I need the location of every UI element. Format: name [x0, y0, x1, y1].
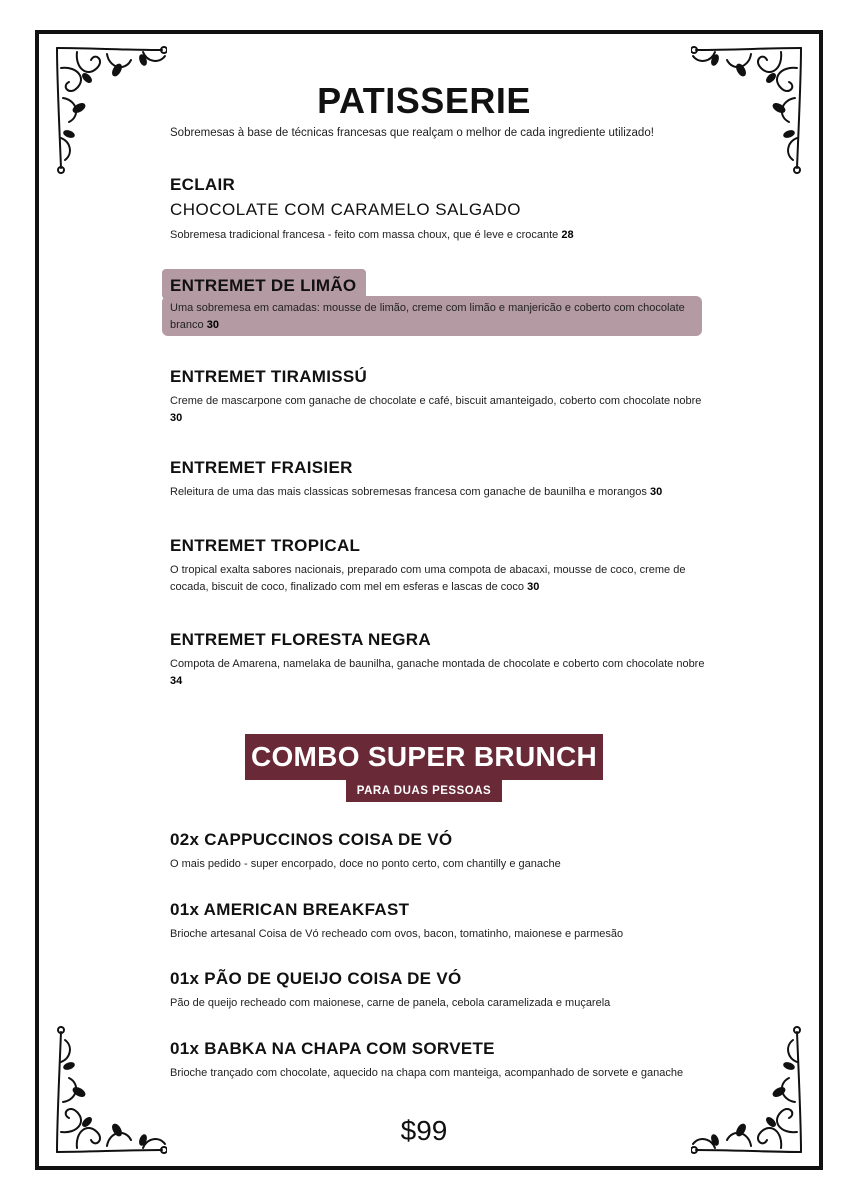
combo-subtitle: PARA DUAS PESSOAS	[346, 780, 502, 802]
menu-item-price: 34	[170, 675, 183, 687]
menu-item-description: Sobremesa tradicional francesa - feito com massa choux, que é leve e crocante 28	[170, 229, 574, 241]
menu-item-name: ENTREMET FRAISIER	[170, 458, 353, 477]
combo-item-name: 02x CAPPUCCINOS COISA DE VÓ	[170, 830, 453, 849]
menu-item	[170, 536, 710, 596]
menu-item-price: 30	[649, 486, 663, 498]
menu-item-name: ENTREMET TIRAMISSÚ	[170, 367, 368, 386]
page-title: PATISSERIE	[317, 80, 531, 121]
combo-title: COMBO SUPER BRUNCH	[245, 734, 603, 780]
combo-item-description: O mais pedido - super encorpado, doce no ponto certo, com chantilly e ganache	[170, 858, 561, 870]
combo-item-description: Pão de queijo recheado com maionese, carne de panela, cebola caramelizada e muçarela	[170, 997, 611, 1009]
menu-item	[170, 175, 710, 244]
menu-item-description: Compota de Amarena, namelaka de baunilha, ganache montada de chocolate e coberto com chocolate nobre 34	[170, 658, 705, 687]
combo-item-description: Brioche trançado com chocolate, aquecido na chapa com manteiga, acompanhado de sorvete e ganache	[170, 1067, 684, 1079]
menu-item-name: ENTREMET TROPICAL	[170, 536, 361, 555]
menu-item-description: O tropical exalta sabores nacionais, preparado com uma compota de abacaxi, mousse de coco, creme de cocada, biscuit de coco, finalizado com mel em esferas e lascas de coco 30	[170, 564, 686, 593]
combo-item-description: Brioche artesanal Coisa de Vó recheado com ovos, bacon, tomatinho, maionese e parmesão	[170, 928, 624, 940]
menu-item-name: ENTREMET DE LIMÃO	[170, 276, 357, 295]
combo-item	[170, 969, 710, 1012]
menu-item-description: Creme de mascarpone com ganache de chocolate e café, biscuit amanteigado, coberto com chocolate nobre 30	[170, 395, 702, 424]
combo-item-name: 01x BABKA NA CHAPA COM SORVETE	[170, 1039, 495, 1058]
combo-item	[170, 830, 710, 873]
menu-item-price: 30	[206, 319, 219, 331]
page-subtitle: Sobremesas à base de técnicas francesas que realçam o melhor de cada ingrediente utilizado!	[170, 127, 654, 139]
menu-item	[170, 367, 710, 427]
menu-item-name: ECLAIR	[170, 175, 236, 194]
menu-item-price: 30	[527, 581, 540, 593]
menu-item-price: 30	[170, 412, 183, 424]
combo-item-name: 01x AMERICAN BREAKFAST	[170, 900, 410, 919]
menu-item-description: Uma sobremesa em camadas: mousse de limão, creme com limão e manjericão e coberto com chocolate branco 30	[170, 302, 685, 331]
combo-item	[170, 900, 710, 943]
menu-item-description: Releitura de uma das mais classicas sobremesas francesa com ganache de baunilha e morangos 30	[170, 486, 663, 498]
menu-item-price: 28	[561, 229, 574, 241]
combo-price: $99	[400, 1115, 448, 1146]
menu-item	[170, 276, 710, 334]
combo-item-name: 01x PÃO DE QUEIJO COISA DE VÓ	[170, 969, 462, 988]
menu-item-subtitle: CHOCOLATE COM CARAMELO SALGADO	[170, 200, 521, 219]
menu-item-name: ENTREMET FLORESTA NEGRA	[170, 630, 431, 649]
menu-item	[170, 458, 710, 501]
menu-item	[170, 630, 710, 690]
combo-item	[170, 1039, 710, 1082]
